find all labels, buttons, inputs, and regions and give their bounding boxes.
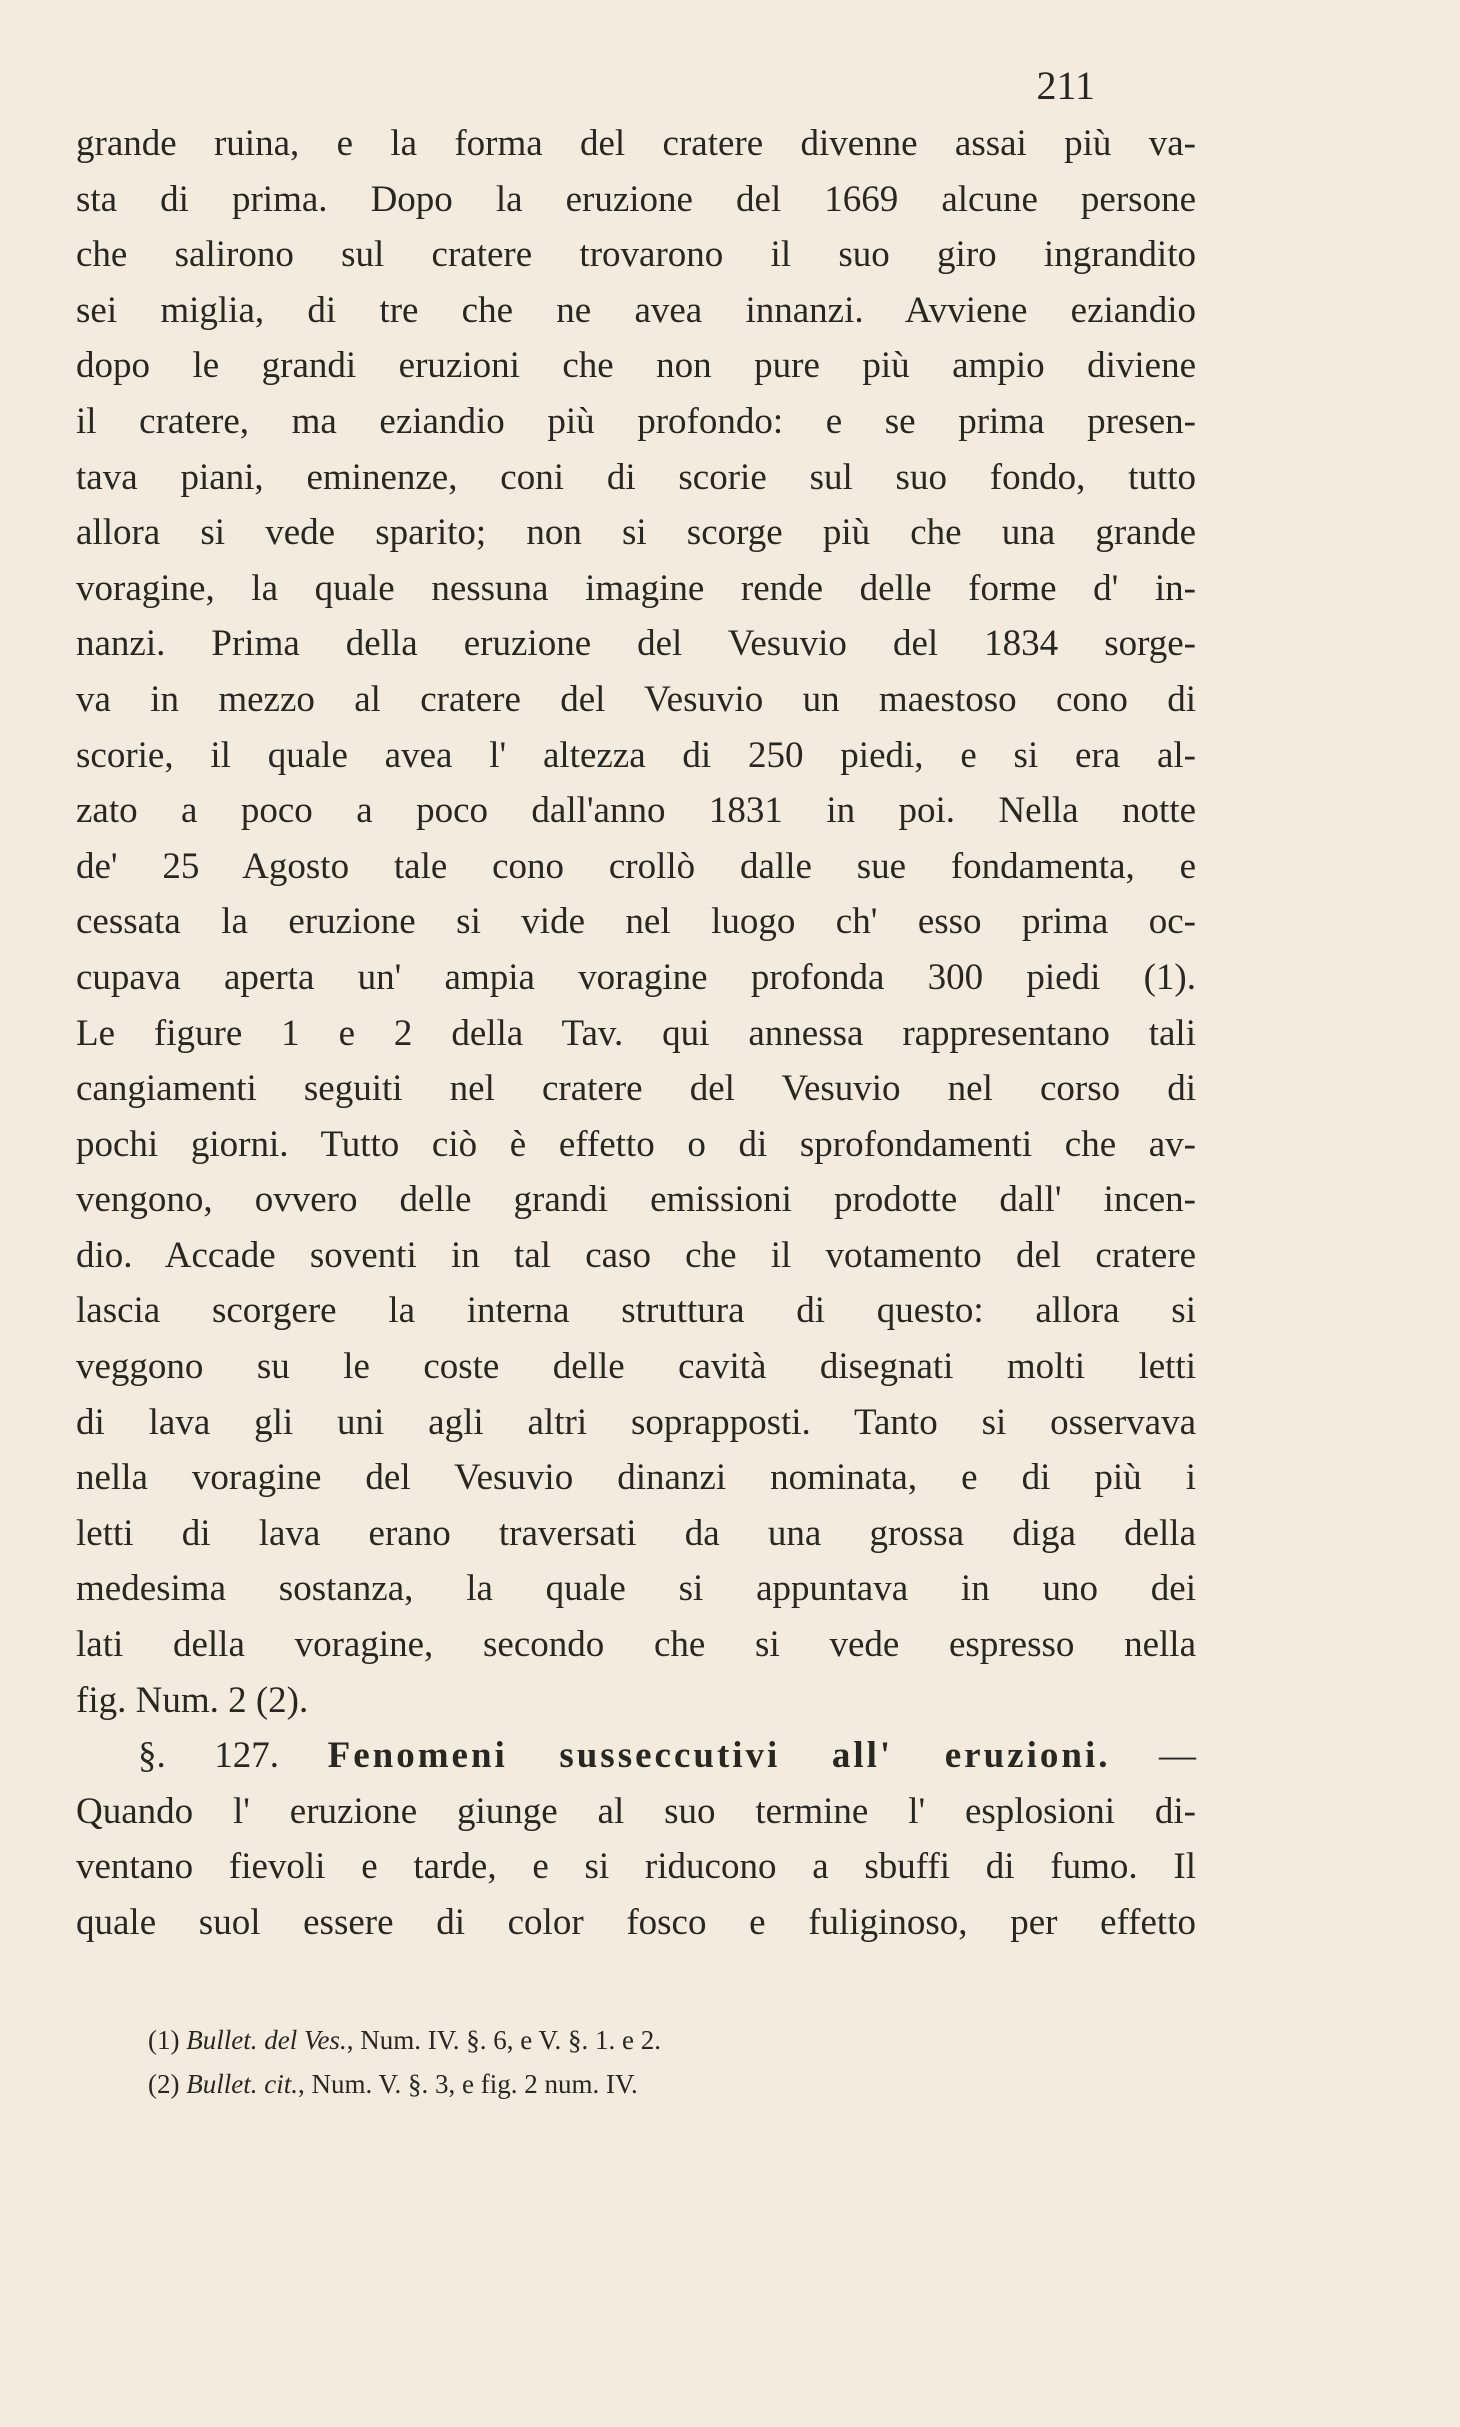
text-line: Le figure 1 e 2 della Tav. qui annessa rappresentano tali	[76, 1012, 1196, 1054]
text-line: il cratere, ma eziandio più profondo: e se prima presen-	[76, 400, 1196, 442]
text-line: grande ruina, e la forma del cratere divenne assai più va-	[76, 123, 1196, 164]
text-line: pochi giorni. Tutto ciò è effetto o di sprofondamenti che av-	[76, 1123, 1196, 1165]
section-title: Fenomeni susseccutivi all' eruzioni.	[327, 1735, 1111, 1777]
page-number: 211	[1036, 63, 1095, 108]
text-line: quale suol essere di color fosco e fuliginoso, per effetto	[76, 1902, 1196, 1943]
text-line: lati della voragine, secondo che si vede espresso nella	[76, 1624, 1196, 1666]
footnotes	[148, 2018, 1028, 2106]
text-line: che salirono sul cratere trovarono il suo giro ingrandito	[76, 234, 1196, 276]
text-line: nanzi. Prima della eruzione del Vesuvio del 1834 sorge-	[76, 623, 1196, 665]
footnote-mark: (2)	[148, 2069, 180, 2099]
text-line: nella voragine del Vesuvio dinanzi nominata, e di più i	[76, 1457, 1196, 1499]
footnote-source: Bullet. cit.	[186, 2069, 298, 2099]
paragraph-end-line: fig. Num. 2 (2).	[76, 1679, 309, 1721]
text-line: cessata la eruzione si vide nel luogo ch' esso prima oc-	[76, 901, 1196, 943]
text-line: allora si vede sparito; non si scorge più che una grande	[76, 512, 1196, 554]
section-dash: —	[1159, 1735, 1197, 1777]
text-line: va in mezzo al cratere del Vesuvio un maestoso cono di	[76, 678, 1196, 720]
footnote-mark: (1)	[148, 2025, 180, 2055]
text-line: zato a poco a poco dall'anno 1831 in poi. Nella notte	[76, 790, 1196, 832]
text-line: tava piani, eminenze, coni di scorie sul suo fondo, tutto	[76, 456, 1196, 498]
text-line: Quando l' eruzione giunge al suo termine l' esplosioni di-	[76, 1790, 1196, 1832]
text-line: sta di prima. Dopo la eruzione del 1669 alcune persone	[76, 178, 1196, 220]
main-text	[76, 116, 1196, 1951]
footnote-source: Bullet. del Ves.	[186, 2025, 347, 2055]
text-line: cangiamenti seguiti nel cratere del Vesuvio nel corso di	[76, 1068, 1196, 1110]
section-heading	[76, 1728, 1196, 1784]
text-line: di lava gli uni agli altri soprapposti. Tanto si osservava	[76, 1401, 1196, 1443]
footnote-1	[148, 2018, 1028, 2062]
footnote-2	[148, 2062, 1028, 2106]
text-line: dopo le grandi eruzioni che non pure più ampio diviene	[76, 345, 1196, 387]
text-line: ventano fievoli e tarde, e si riducono a sbuffi di fumo. Il	[76, 1846, 1196, 1888]
text-line: cupava aperta un' ampia voragine profonda 300 piedi (1).	[76, 956, 1196, 998]
footnote-reference: , Num. IV. §. 6, e V. §. 1. e 2.	[346, 2025, 661, 2055]
text-line: sei miglia, di tre che ne avea innanzi. Avviene eziandio	[76, 289, 1196, 331]
text-line: lascia scorgere la interna struttura di questo: allora si	[76, 1290, 1196, 1332]
footnote-reference: , Num. V. §. 3, e fig. 2 num. IV.	[297, 2069, 638, 2099]
text-line: medesima sostanza, la quale si appuntava in uno dei	[76, 1568, 1196, 1610]
section-number: §. 127.	[138, 1735, 280, 1777]
text-line: voragine, la quale nessuna imagine rende delle forme d' in-	[76, 567, 1196, 609]
text-line: dio. Accade soventi in tal caso che il votamento del cratere	[76, 1234, 1196, 1276]
text-line: de' 25 Agosto tale cono crollò dalle sue fondamenta, e	[76, 845, 1196, 887]
text-line: letti di lava erano traversati da una grossa diga della	[76, 1512, 1196, 1554]
text-line: scorie, il quale avea l' altezza di 250 piedi, e si era al-	[76, 734, 1196, 776]
text-line: veggono su le coste delle cavità disegnati molti letti	[76, 1346, 1196, 1388]
text-line: vengono, ovvero delle grandi emissioni prodotte dall' incen-	[76, 1179, 1196, 1221]
